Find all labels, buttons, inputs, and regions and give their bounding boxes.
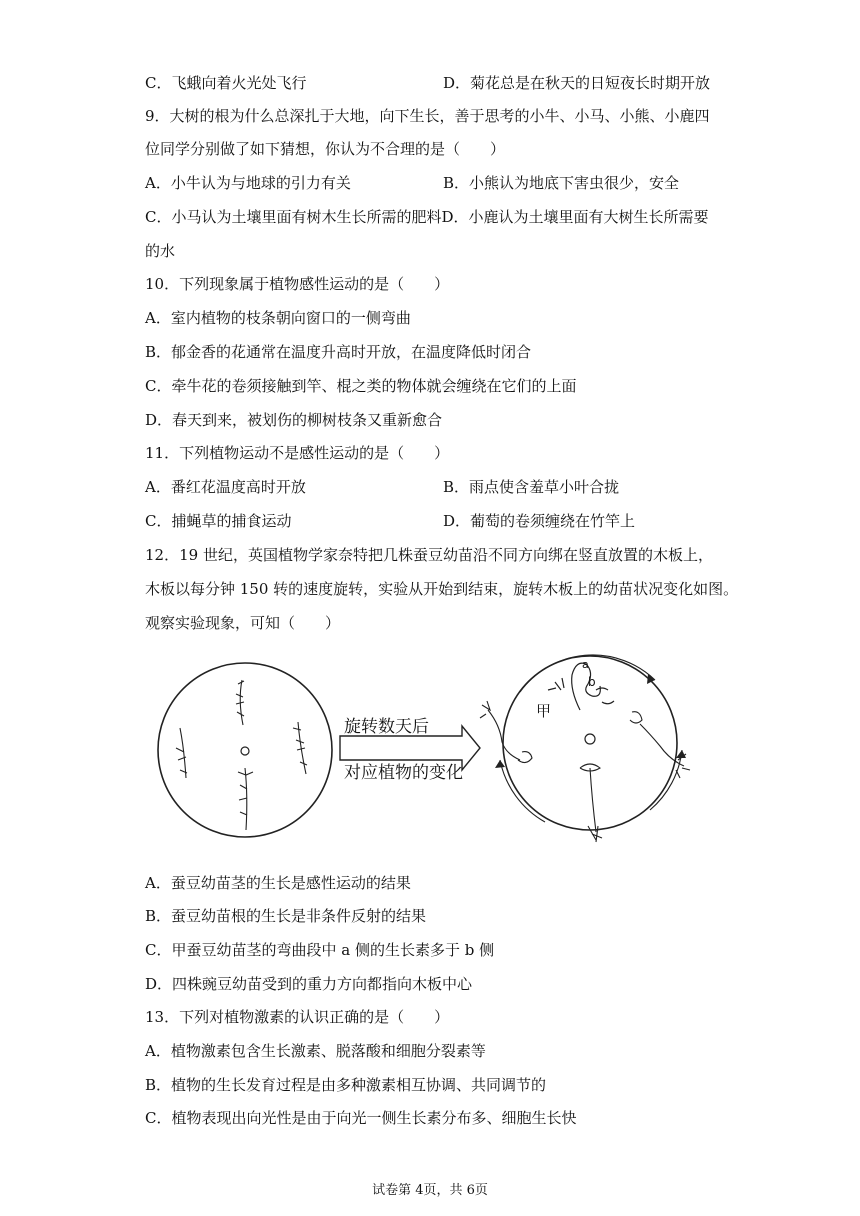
board-before	[158, 663, 332, 837]
q12-figure	[150, 650, 710, 855]
q12-stem-3: 观察实验现象，可知（ ）	[145, 614, 341, 632]
arrow-text-1: 旋转数天后	[344, 717, 429, 737]
page-footer: 试卷第 4页，共 6页	[372, 1183, 488, 1198]
q13-stem: 13．下列对植物激素的认识正确的是（ ）	[145, 1008, 450, 1026]
q13-option-c: C．植物表现出向光性是由于向光一侧生长素分布多、细胞生长快	[145, 1109, 577, 1127]
q10-option-b: B．郁金香的花通常在温度升高时开放，在温度降低时闭合	[145, 343, 532, 361]
q10-option-a: A．室内植物的枝条朝向窗口的一侧弯曲	[145, 309, 411, 327]
q9-option-cd: C．小马认为土壤里面有树木生长所需的肥料D．小鹿认为土壤里面有大树生长所需要	[145, 208, 709, 226]
q9-option-d-cont: 的水	[145, 242, 176, 260]
q12-option-d: D．四株豌豆幼苗受到的重力方向都指向木板中心	[145, 975, 473, 993]
q12-option-b: B．蚕豆幼苗根的生长是非条件反射的结果	[145, 907, 427, 925]
seedling-bottom	[238, 768, 253, 830]
label-jia: 甲	[536, 702, 552, 720]
q9-option-b: B．小熊认为地底下害虫很少，安全	[443, 174, 680, 192]
q9-stem-2: 位同学分别做了如下猜想，你认为不合理的是（ ）	[145, 140, 506, 158]
q12-option-a: A．蚕豆幼苗茎的生长是感性运动的结果	[145, 874, 411, 892]
q12-option-c: C．甲蚕豆幼苗茎的弯曲段中 a 侧的生长素多于 b 侧	[145, 941, 495, 959]
label-a: a	[582, 658, 589, 671]
seedling-top	[236, 680, 244, 725]
q12-stem-1: 12．19 世纪，英国植物学家奈特把几株蚕豆幼苗沿不同方向绑在竖直放置的木板上，	[145, 546, 713, 564]
seedling-right	[293, 722, 307, 774]
q8-option-d: D．菊花总是在秋天的日短夜长时期开放	[443, 74, 711, 92]
seedling-jia	[548, 663, 614, 710]
q11-option-b: B．雨点使含羞草小叶合拢	[443, 478, 620, 496]
rotation-arrow	[340, 717, 480, 783]
q8-option-c: C．飞蛾向着火光处飞行	[145, 74, 307, 92]
q10-option-d: D．春天到来，被划伤的柳树枝条又重新愈合	[145, 411, 443, 429]
arrow-text-2: 对应植物的变化	[344, 763, 463, 783]
label-b: b	[588, 675, 596, 689]
q10-option-c: C．牵牛花的卷须接触到竿、棍之类的物体就会缠绕在它们的上面	[145, 377, 577, 395]
board-after	[480, 655, 690, 842]
q13-option-b: B．植物的生长发育过程是由多种激素相互协调、共同调节的	[145, 1076, 547, 1094]
q11-option-a: A．番红花温度高时开放	[145, 478, 306, 496]
q11-option-d: D．葡萄的卷须缠绕在竹竿上	[443, 512, 636, 530]
q13-option-a: A．植物激素包含生长激素、脱落酸和细胞分裂素等	[145, 1042, 486, 1060]
q12-stem-2: 木板以每分钟 150 转的速度旋转，实验从开始到结束，旋转木板上的幼苗状况变化如图。	[145, 580, 739, 598]
seedling-left	[176, 728, 187, 778]
seedling-left-after	[480, 701, 532, 763]
q9-option-a: A．小牛认为与地球的引力有关	[145, 174, 351, 192]
q11-stem: 11．下列植物运动不是感性运动的是（ ）	[145, 444, 450, 462]
q10-stem: 10．下列现象属于植物感性运动的是（ ）	[145, 275, 450, 293]
q9-stem-1: 9．大树的根为什么总深扎于大地，向下生长，善于思考的小牛、小马、小熊、小鹿四	[145, 107, 710, 125]
seedling-right-after	[630, 712, 690, 778]
q11-option-c: C．捕蝇草的捕食运动	[145, 512, 292, 530]
